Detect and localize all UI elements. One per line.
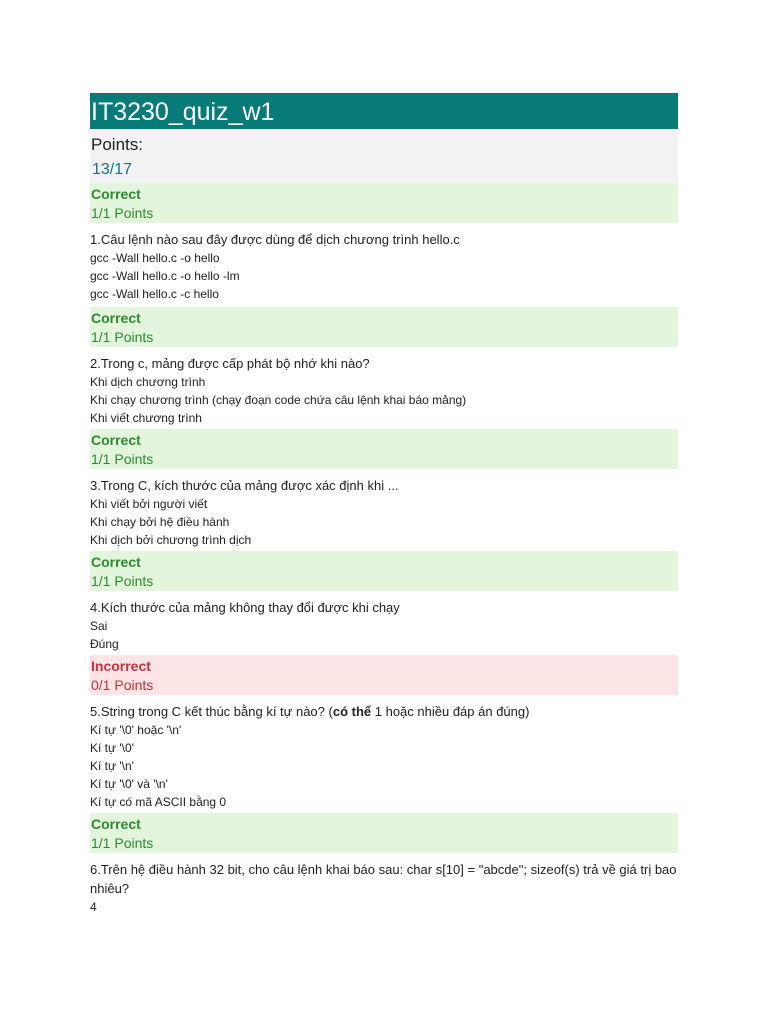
result-status: Correct: [91, 310, 141, 326]
question-2: [90, 347, 678, 429]
result-score: 1/1 Points: [91, 205, 154, 221]
answer-option: Kí tự '\n': [90, 759, 134, 773]
question-text-emphasis: có thể: [332, 704, 372, 719]
result-box: [90, 307, 678, 347]
result-box: [90, 429, 678, 469]
answer-option: Đúng: [90, 637, 119, 651]
result-score: 1/1 Points: [91, 329, 154, 345]
result-score: 1/1 Points: [91, 451, 154, 467]
result-status: Incorrect: [91, 658, 151, 674]
result-box: [90, 813, 678, 853]
answer-option: Kí tự '\0' hoặc '\n': [90, 723, 182, 737]
answer-option: gcc -Wall hello.c -o hello -lm: [90, 269, 240, 283]
answer-option: Kí tự '\0' và '\n': [90, 777, 168, 791]
result-status: Correct: [91, 432, 141, 448]
answer-option: Khi chạy bởi hệ điều hành: [90, 515, 230, 529]
question-text: [90, 695, 678, 721]
quiz-title: IT3230_quiz_w1: [90, 93, 678, 129]
answer-option: Khi viết chương trình: [90, 411, 202, 425]
answer-option: Khi viết bởi người viết: [90, 497, 208, 511]
answer-option: Khi dịch bởi chương trình dịch: [90, 533, 252, 547]
result-status: Correct: [91, 186, 141, 202]
question-3: [90, 469, 678, 551]
question-text: 1.Câu lệnh nào sau đây được dùng để dịch chương trình hello.c: [90, 232, 460, 247]
question-text: 2.Trong c, mảng được cấp phát bộ nhớ khi nào?: [90, 356, 370, 371]
answer-option: Khi chạy chương trình (chạy đoạn code chứa câu lệnh khai báo mảng): [90, 393, 467, 407]
points-value: 13/17: [92, 161, 133, 178]
question-text: 3.Trong C, kích thước của mảng được xác định khi ...: [90, 478, 399, 493]
answer-option: Kí tự '\0': [90, 741, 134, 755]
question-text-end: 1 hoặc nhiều đáp án đúng): [371, 704, 530, 719]
question-text-start: 5.String trong C kết thúc bằng kí tự nào? (: [90, 704, 333, 719]
answer-option: gcc -Wall hello.c -o hello: [90, 251, 220, 265]
result-box: [90, 183, 678, 223]
answer-option: Kí tự có mã ASCII bằng 0: [90, 795, 227, 809]
question-4: [90, 591, 678, 655]
points-label: Points:: [91, 135, 143, 154]
question-1: [90, 223, 678, 307]
result-status: Correct: [91, 816, 141, 832]
answer-option: gcc -Wall hello.c -c hello: [90, 287, 219, 301]
result-score: 0/1 Points: [91, 677, 154, 693]
question-text: 4.Kích thước của mảng không thay đổi được khi chạy: [90, 600, 400, 615]
result-box: [90, 551, 678, 591]
question-6: [90, 853, 678, 916]
result-status: Correct: [91, 554, 141, 570]
answer-option: Khi dịch chương trình: [90, 375, 206, 389]
result-score: 1/1 Points: [91, 835, 154, 851]
result-score: 1/1 Points: [91, 573, 154, 589]
points-summary: [90, 129, 678, 183]
answer-option: 4: [90, 900, 97, 914]
result-box-incorrect: [90, 655, 678, 695]
question-5: [90, 695, 678, 813]
answer-option: Sai: [90, 619, 108, 633]
quiz-sheet: [90, 93, 678, 916]
question-text: 6.Trên hệ điều hành 32 bit, cho câu lệnh khai báo sau: char s[10] = "abcde"; sizeof(s) trả về giá trị bao nhiêu?: [90, 862, 677, 896]
